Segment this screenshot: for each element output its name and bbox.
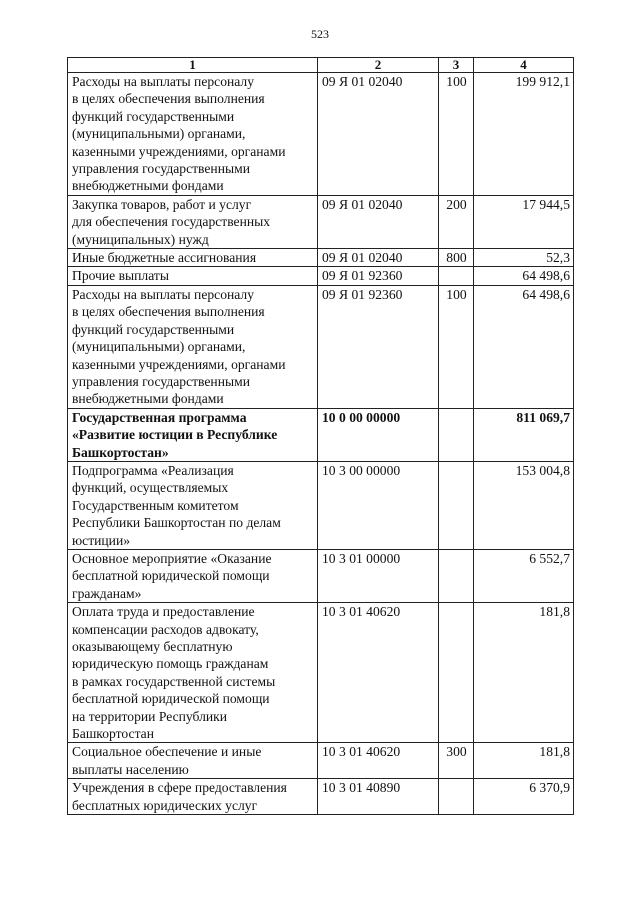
budget-table — [67, 57, 574, 815]
row-amount-cell: 6 370,9 — [474, 779, 574, 815]
row-amount-cell: 153 004,8 — [474, 461, 574, 549]
row-name-cell — [68, 73, 318, 196]
column-header-1: 1 — [68, 58, 318, 73]
column-header-2: 2 — [318, 58, 439, 73]
row-name-line: Башкортостан» — [72, 444, 169, 460]
row-code-cell: 10 3 01 00000 — [318, 549, 439, 602]
table-row — [68, 743, 574, 779]
row-code-cell: 09 Я 01 02040 — [318, 73, 439, 196]
row-name-line: на территории Республики — [72, 708, 228, 724]
table-row — [68, 408, 574, 461]
row-amount-cell: 64 498,6 — [474, 285, 574, 408]
row-name-line: функций государственными — [72, 108, 235, 124]
table-row — [68, 267, 574, 285]
row-name-cell — [68, 779, 318, 815]
row-name-line: бесплатной юридической помощи — [72, 691, 270, 707]
row-name-line: Прочие выплаты — [72, 268, 169, 284]
row-name-line: Государственным комитетом — [72, 497, 239, 513]
row-amount-cell: 181,8 — [474, 603, 574, 743]
row-expense-type-cell: 100 — [439, 285, 474, 408]
row-name-line: (муниципальными) органами, — [72, 126, 246, 142]
row-name-line: «Развитие юстиции в Республике — [72, 427, 278, 443]
row-name-cell — [68, 285, 318, 408]
row-expense-type-cell — [439, 603, 474, 743]
row-expense-type-cell — [439, 549, 474, 602]
row-name-line: для обеспечения государственных — [72, 214, 271, 230]
row-expense-type-cell — [439, 267, 474, 285]
row-name-cell — [68, 249, 318, 267]
table-row — [68, 73, 574, 196]
row-name-line: Расходы на выплаты персоналу — [72, 286, 254, 302]
row-amount-cell: 17 944,5 — [474, 195, 574, 248]
page-number: 523 — [311, 27, 329, 41]
row-name-line: бесплатных юридических услуг — [72, 797, 258, 813]
row-name-line: (муниципальных) нужд — [72, 231, 209, 247]
row-name-line: Иные бюджетные ассигнования — [72, 250, 257, 266]
table-row — [68, 285, 574, 408]
row-name-line: казенными учреждениями, органами — [72, 143, 286, 159]
row-name-line: Учреждения в сфере предоставления — [72, 780, 287, 796]
row-amount-cell: 52,3 — [474, 249, 574, 267]
row-name-line: бесплатной юридической помощи — [72, 568, 270, 584]
row-expense-type-cell — [439, 408, 474, 461]
row-name-line: юстиции» — [72, 532, 131, 548]
row-expense-type-cell: 800 — [439, 249, 474, 267]
row-name-line: управления государственными — [72, 373, 250, 389]
row-name-line: Государственная программа — [72, 409, 247, 425]
table-row — [68, 249, 574, 267]
row-name-cell — [68, 195, 318, 248]
row-expense-type-cell: 300 — [439, 743, 474, 779]
row-name-line: компенсации расходов адвокату, — [72, 621, 259, 637]
row-name-cell — [68, 549, 318, 602]
row-name-cell — [68, 743, 318, 779]
row-code-cell: 10 3 01 40620 — [318, 743, 439, 779]
row-code-cell: 09 Я 01 92360 — [318, 267, 439, 285]
row-name-line: функций, осуществляемых — [72, 480, 229, 496]
row-code-cell: 09 Я 01 02040 — [318, 195, 439, 248]
row-name-line: Оплата труда и предоставление — [72, 604, 255, 620]
row-name-line: внебюджетными фондами — [72, 178, 224, 194]
row-code-cell: 09 Я 01 92360 — [318, 285, 439, 408]
table-row — [68, 549, 574, 602]
row-amount-cell: 811 069,7 — [474, 408, 574, 461]
row-name-line: Основное мероприятие «Оказание — [72, 550, 272, 566]
row-expense-type-cell — [439, 779, 474, 815]
table-row — [68, 603, 574, 743]
row-name-line: выплаты населению — [72, 761, 189, 777]
row-code-cell: 10 3 01 40890 — [318, 779, 439, 815]
row-name-cell — [68, 267, 318, 285]
row-name-cell — [68, 461, 318, 549]
table-row — [68, 195, 574, 248]
table-body — [68, 73, 574, 815]
row-name-line: внебюджетными фондами — [72, 391, 224, 407]
row-name-line: в рамках государственной системы — [72, 673, 276, 689]
column-header-4: 4 — [474, 58, 574, 73]
table-row — [68, 461, 574, 549]
row-amount-cell: 199 912,1 — [474, 73, 574, 196]
column-header-3: 3 — [439, 58, 474, 73]
row-name-line: Башкортостан — [72, 726, 154, 742]
row-name-line: в целях обеспечения выполнения — [72, 91, 265, 107]
row-name-line: Республики Башкортостан по делам — [72, 515, 281, 531]
row-expense-type-cell: 100 — [439, 73, 474, 196]
row-code-cell: 10 3 00 00000 — [318, 461, 439, 549]
row-name-line: Расходы на выплаты персоналу — [72, 74, 254, 89]
row-name-line: казенными учреждениями, органами — [72, 356, 286, 372]
row-name-cell — [68, 603, 318, 743]
row-name-line: Социальное обеспечение и иные — [72, 744, 262, 760]
row-amount-cell: 64 498,6 — [474, 267, 574, 285]
table-row — [68, 779, 574, 815]
row-expense-type-cell — [439, 461, 474, 549]
row-name-line: в целях обеспечения выполнения — [72, 304, 265, 320]
row-name-line: функций государственными — [72, 321, 235, 337]
row-name-line: юридическую помощь гражданам — [72, 656, 269, 672]
row-amount-cell: 181,8 — [474, 743, 574, 779]
row-code-cell: 09 Я 01 02040 — [318, 249, 439, 267]
row-code-cell: 10 0 00 00000 — [318, 408, 439, 461]
row-name-line: Подпрограмма «Реализация — [72, 462, 234, 478]
row-name-cell — [68, 408, 318, 461]
row-name-line: (муниципальными) органами, — [72, 339, 246, 355]
row-name-line: Закупка товаров, работ и услуг — [72, 196, 252, 212]
row-name-line: управления государственными — [72, 161, 250, 177]
row-name-line: оказывающему бесплатную — [72, 639, 233, 654]
row-expense-type-cell: 200 — [439, 195, 474, 248]
row-amount-cell: 6 552,7 — [474, 549, 574, 602]
row-code-cell: 10 3 01 40620 — [318, 603, 439, 743]
table-header-row — [68, 58, 574, 73]
row-name-line: гражданам» — [72, 585, 142, 601]
